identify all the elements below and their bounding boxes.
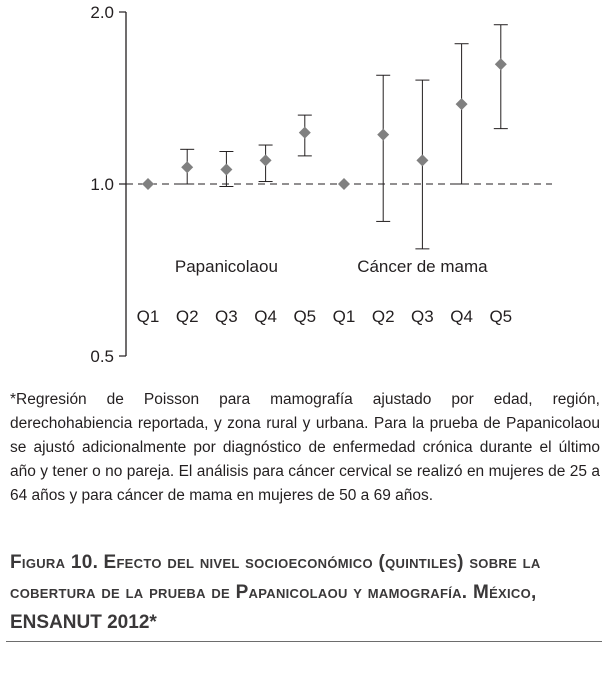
x-tick-label: Q3	[411, 307, 434, 326]
error-bar	[376, 75, 390, 221]
x-tick-label: Q5	[293, 307, 317, 326]
x-tick-label: Q1	[332, 307, 356, 326]
y-tick-label: 0.5	[90, 347, 114, 366]
group-label: Cáncer de mama	[357, 257, 488, 276]
x-tick-label: Q4	[450, 307, 473, 326]
data-point-diamond	[416, 154, 428, 166]
figure-caption	[10, 548, 602, 638]
bottom-rule	[6, 641, 602, 642]
x-tick-label: Q5	[489, 307, 513, 326]
caption-text: Efecto del nivel socioeconómico (quintiles) sobre la cobertura de la prueba de Papanicolaou y mamografía. México,	[10, 552, 541, 603]
figure-footnote: *Regresión de Poisson para mamografía ajustado por edad, región, derechohabiencia reportada, y zona rural y urbana. Para la prueba de Papanicolaou se ajustó adicionalmente por diagnóstico de enfermedad crónica durante el último año y tener o no pareja. El análisis para cáncer cervical se realizó en mujeres de 25 a 64 años y para cáncer de mama en mujeres de 50 a 69 años.	[10, 391, 600, 504]
group-label: Papanicolaou	[174, 257, 278, 276]
x-tick-label: Q4	[254, 307, 277, 326]
data-point-diamond	[220, 164, 232, 176]
data-point-diamond	[377, 129, 389, 141]
data-point-diamond	[456, 98, 468, 110]
caption-label: Figura 10.	[10, 552, 99, 573]
data-point-diamond	[338, 178, 350, 190]
y-tick-label: 1.0	[90, 175, 114, 194]
x-tick-label: Q2	[175, 307, 199, 326]
y-tick-label: 2.0	[90, 3, 114, 22]
x-tick-label: Q3	[215, 307, 238, 326]
x-tick-label: Q1	[136, 307, 160, 326]
x-tick-label: Q2	[371, 307, 395, 326]
data-point-diamond	[299, 127, 311, 139]
data-point-diamond	[495, 58, 507, 70]
error-bar	[455, 44, 469, 184]
error-bar	[494, 25, 508, 129]
data-point-diamond	[181, 161, 193, 173]
caption-survey: ENSANUT 2012*	[10, 612, 157, 633]
data-point-diamond	[142, 178, 154, 190]
data-point-diamond	[260, 154, 272, 166]
